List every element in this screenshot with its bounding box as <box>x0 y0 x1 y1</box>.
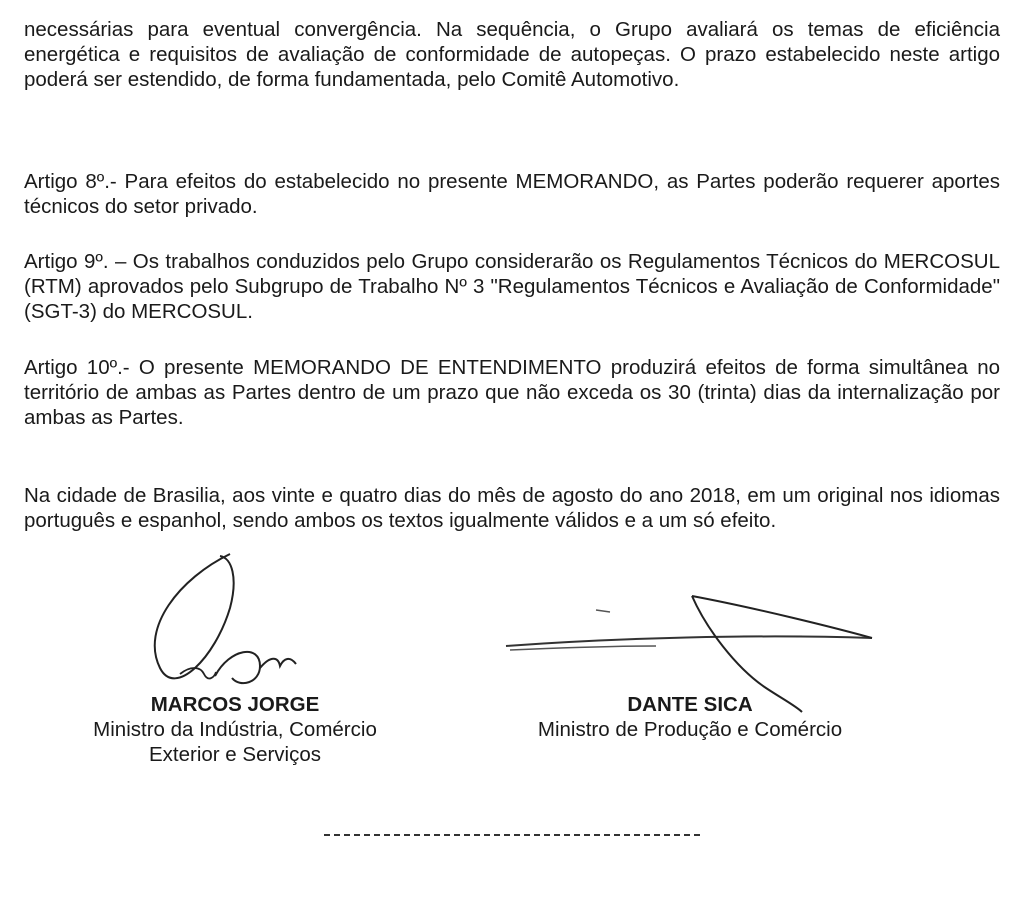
signatory-left-role-line2: Exterior e Serviços <box>148 743 322 766</box>
signatory-left <box>50 692 420 767</box>
paragraph-continuation: necessárias para eventual convergência. Na sequência, o Grupo avaliará os temas de eficiência energética e requisitos de avaliação de conformidade de autopeças. O prazo estabelecido neste artigo poderá ser estendido, de forma fundamentada, pelo Comitê Automotivo. <box>24 18 1000 91</box>
signature-left-image <box>120 548 320 708</box>
paragraph-artigo-10: Artigo 10º.- O presente MEMORANDO DE ENTENDIMENTO produzirá efeitos de forma simultânea no território de ambas as Partes dentro de um prazo que não exceda os 30 (trinta) dias da internalização por ambas as Partes. <box>24 356 1000 429</box>
dashed-divider <box>324 834 700 836</box>
signatory-right-name: DANTE SICA <box>627 693 753 716</box>
signatory-right-role-line1: Ministro de Produção e Comércio <box>537 718 843 741</box>
paragraph-artigo-8: Artigo 8º.- Para efeitos do estabelecido no presente MEMORANDO, as Partes poderão requerer aportes técnicos do setor privado. <box>24 170 1000 218</box>
signatory-left-role-line1: Ministro da Indústria, Comércio <box>93 718 377 741</box>
paragraph-artigo-9: Artigo 9º. – Os trabalhos conduzidos pelo Grupo considerarão os Regulamentos Técnicos do MERCOSUL (RTM) aprovados pelo Subgrupo de Trabalho Nº 3 "Regulamentos Técnicos e Avaliação de Conformidade" (SGT-3) do MERCOSUL. <box>24 250 1000 323</box>
signatory-left-name: MARCOS JORGE <box>150 693 320 716</box>
paragraph-closing: Na cidade de Brasilia, aos vinte e quatro dias do mês de agosto do ano 2018, em um original nos idiomas português e espanhol, sendo ambos os textos igualmente válidos e a um só efeito. <box>24 484 1000 532</box>
signatory-right <box>480 692 900 742</box>
